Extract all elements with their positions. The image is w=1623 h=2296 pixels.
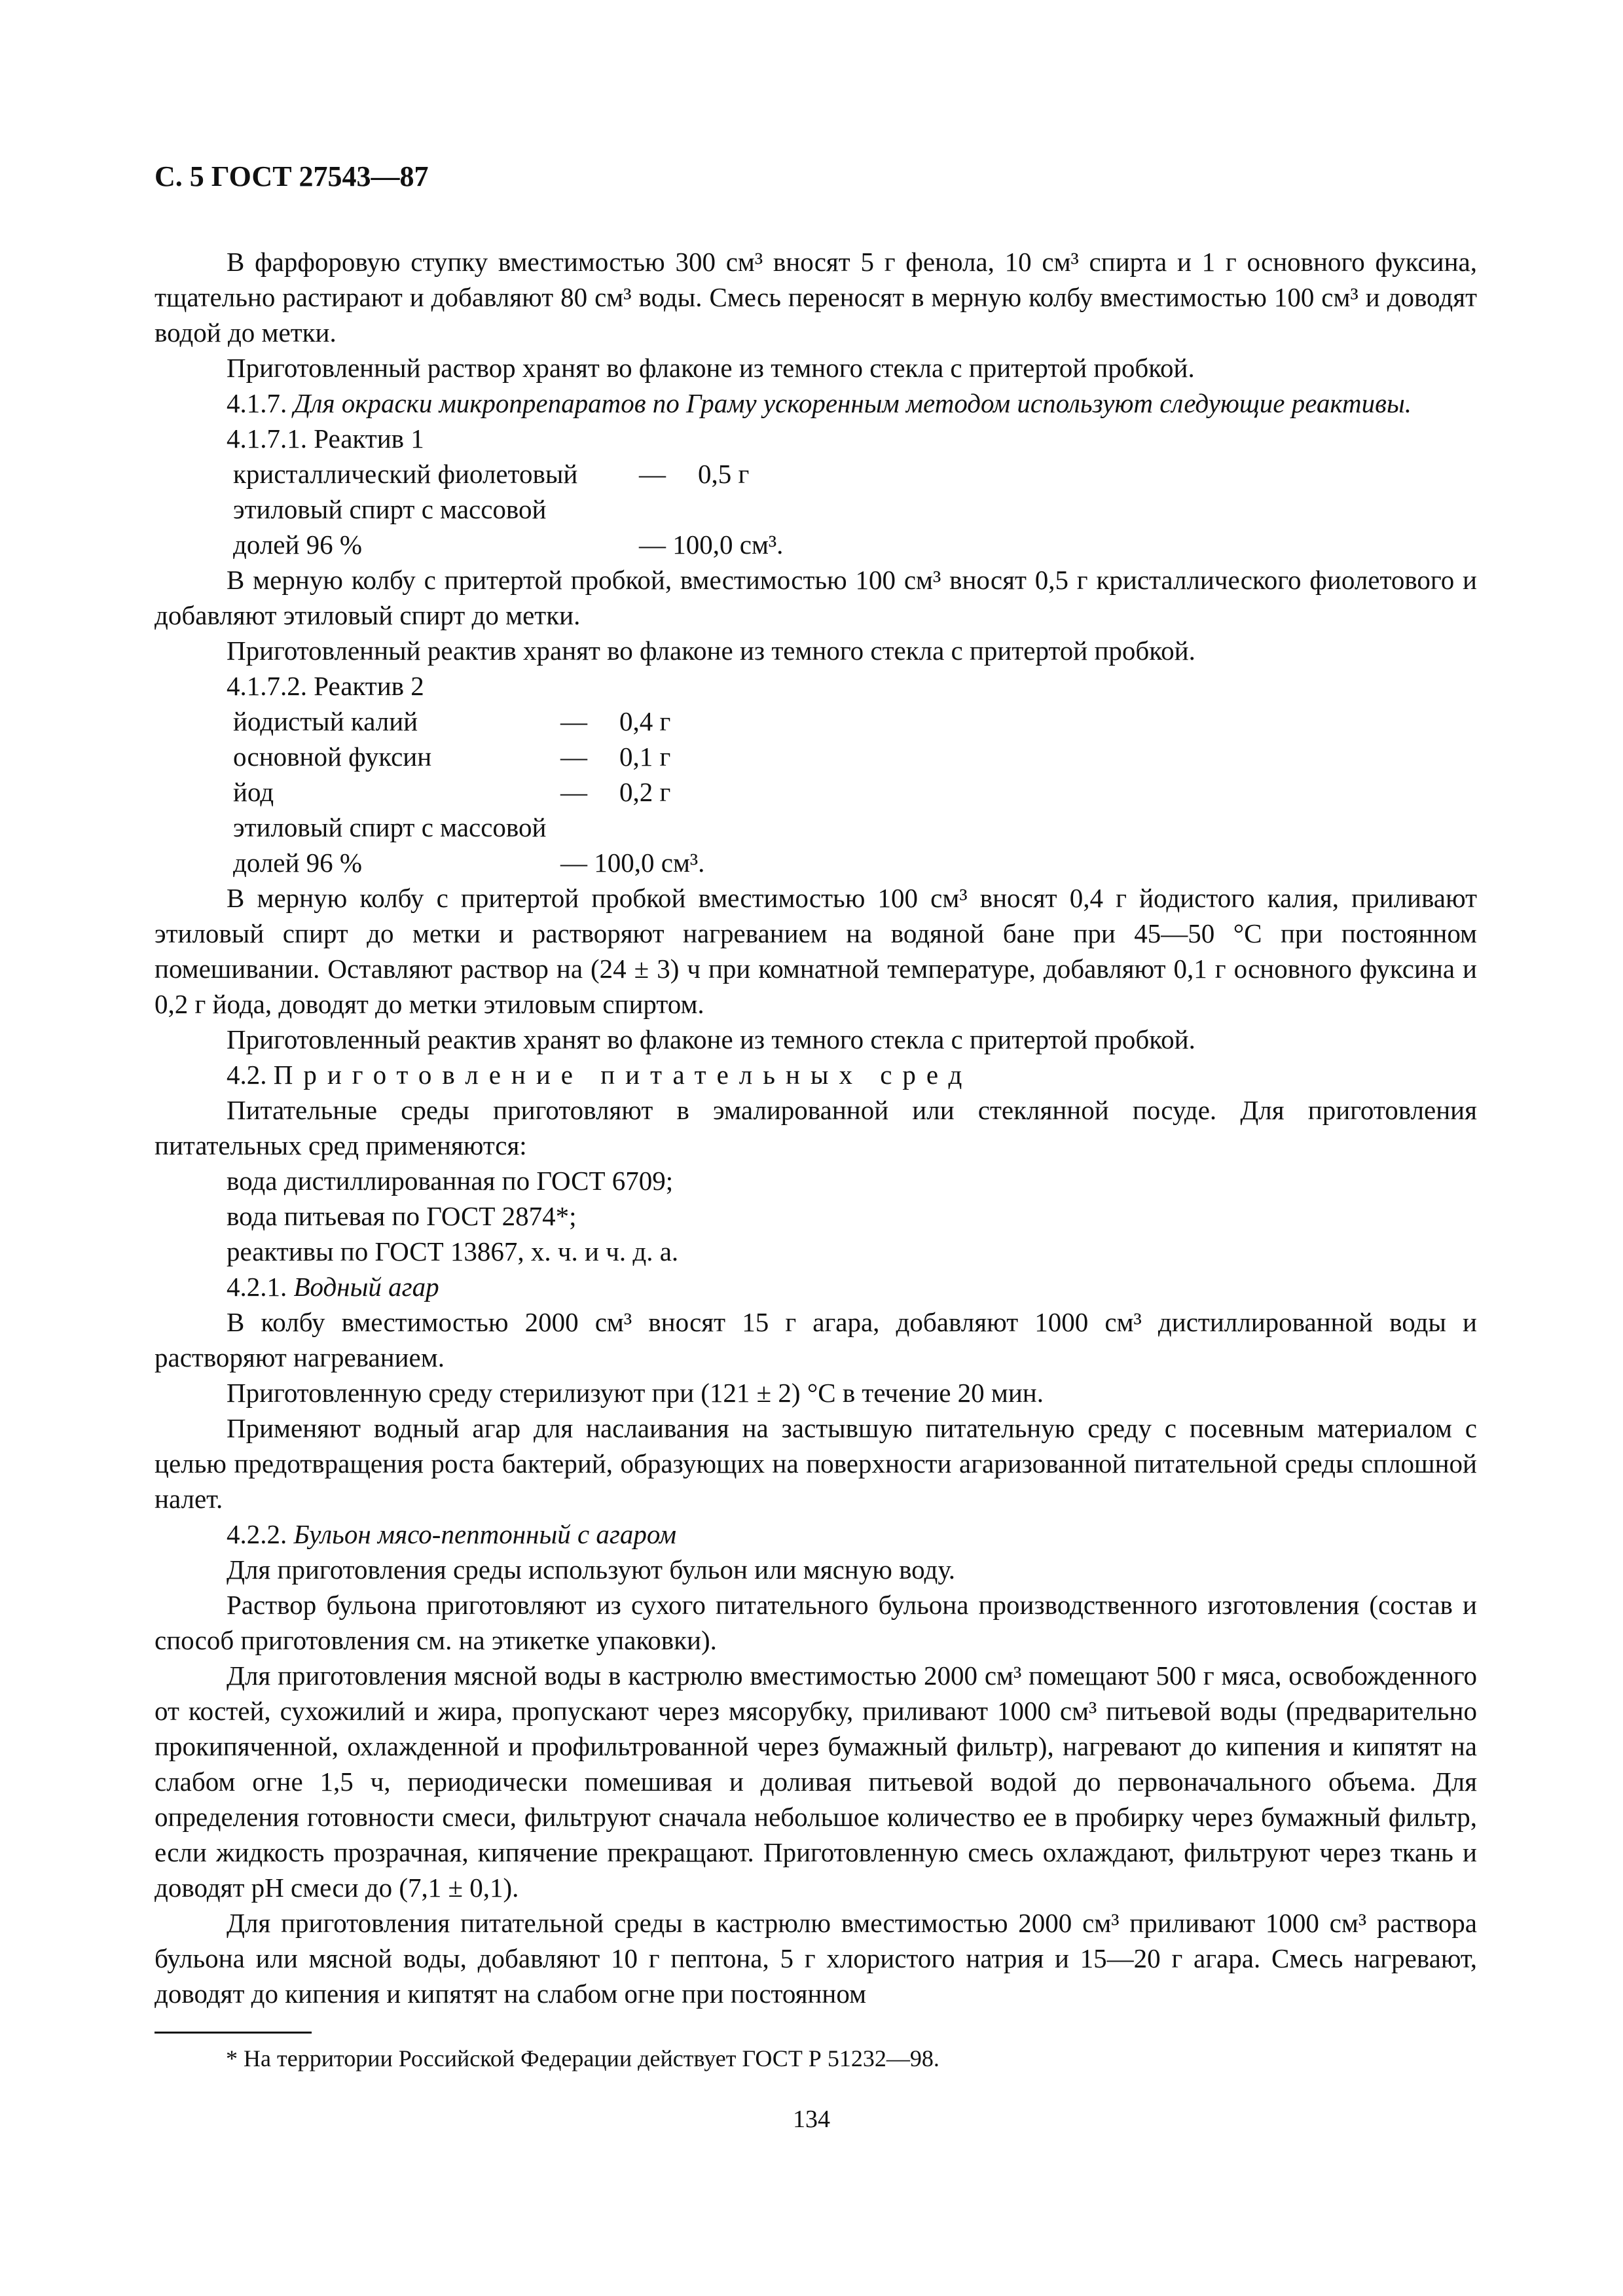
paragraph: В мерную колбу с притертой пробкой вместимостью 100 см³ вносят 0,4 г йодистого калия, приливают этиловый спирт до метки и растворяют нагреванием на водяной бане при 45—50 °С при постоянном помешивании. Оставляют раствор на (24 ± 3) ч при комнатной температуре, добавляют 0,1 г основного фуксина и 0,2 г йода, доводят до метки этиловым спиртом. bbox=[155, 883, 1477, 1019]
reagent-value: 0,1 г bbox=[619, 742, 671, 772]
list-item: вода питьевая по ГОСТ 2874*; bbox=[227, 1201, 577, 1231]
reagent-name: кристаллический фиолетовый bbox=[233, 459, 578, 489]
reagent-value: 0,2 г bbox=[619, 777, 671, 807]
reagent-name: долей 96 % bbox=[233, 848, 363, 878]
reagent-value: — 100,0 см³. bbox=[560, 848, 705, 878]
reagent-name: основной фуксин bbox=[233, 742, 432, 772]
paragraph: Раствор бульона приготовляют из сухого питательного бульона производственного изготовления (состав и способ приготовления см. на этикетке упаковки). bbox=[155, 1590, 1477, 1655]
footnote-divider bbox=[155, 2032, 312, 2034]
reagent-dash: — bbox=[560, 777, 587, 807]
reagent-row bbox=[155, 456, 1477, 492]
paragraph: Приготовленный реактив хранят во флаконе из темного стекла с притертой пробкой. bbox=[227, 636, 1195, 666]
reagent-dash: — bbox=[560, 742, 587, 772]
reagent-name: этиловый спирт с массовой bbox=[233, 812, 547, 842]
paragraph: Питательные среды приготовляют в эмалированной или стеклянной посуде. Для приготовления питательных сред применяются: bbox=[155, 1095, 1477, 1160]
reagent-2-title: 4.1.7.2. Реактив 2 bbox=[227, 671, 424, 701]
reagent-dash: — bbox=[639, 459, 666, 489]
document-page bbox=[155, 160, 1477, 2011]
paragraph: В колбу вместимостью 2000 см³ вносят 15 г агара, добавляют 1000 см³ дистиллированной воды и растворяют нагреванием. bbox=[155, 1307, 1477, 1372]
section-number: 4.2.2. bbox=[227, 1519, 287, 1549]
reagent-name: долей 96 % bbox=[233, 529, 363, 560]
reagent-name: этиловый спирт с массовой bbox=[233, 494, 547, 524]
section-4-1-7 bbox=[155, 386, 1477, 421]
reagent-row bbox=[155, 774, 1477, 810]
section-number: 4.2.1. bbox=[227, 1272, 287, 1302]
reagent-value: 0,5 г bbox=[698, 459, 750, 489]
paragraph: Для приготовления питательной среды в кастрюлю вместимостью 2000 см³ приливают 1000 см³ раствора бульона или мясной воды, добавляют 10 г пептона, 5 г хлористого натрия и 15—20 г агара. Смесь нагревают, доводят до кипения и кипятят на слабом огне при постоянном bbox=[155, 1908, 1477, 2009]
paragraph: Приготовленный реактив хранят во флаконе из темного стекла с притертой пробкой. bbox=[227, 1024, 1195, 1054]
section-number: 4.2. bbox=[227, 1060, 267, 1090]
reagent-2-table bbox=[155, 704, 1477, 880]
page-number: 134 bbox=[793, 2106, 830, 2133]
reagent-row bbox=[155, 739, 1477, 774]
reagent-row bbox=[155, 845, 1477, 880]
paragraph: Применяют водный агар для наслаивания на застывшую питательную среду с посевным материалом с целью предотвращения роста бактерий, образующих на поверхности агаризованной питательной среды сплошной налет. bbox=[155, 1413, 1477, 1514]
paragraph: Приготовленную среду стерилизуют при (121 ± 2) °С в течение 20 мин. bbox=[227, 1378, 1044, 1408]
section-title: Для окраски микропрепаратов по Граму ускоренным методом используют следующие реактивы. bbox=[293, 388, 1412, 418]
section-4-2 bbox=[155, 1057, 1477, 1092]
reagent-value: 0,4 г bbox=[619, 706, 671, 736]
section-4-2-1 bbox=[155, 1269, 1477, 1304]
reagent-row bbox=[155, 527, 1477, 562]
section-4-2-2 bbox=[155, 1516, 1477, 1552]
section-number: 4.1.7. bbox=[227, 388, 287, 418]
paragraph: В мерную колбу с притертой пробкой, вместимостью 100 см³ вносят 0,5 г кристаллического фиолетового и добавляют этиловый спирт до метки. bbox=[155, 565, 1477, 630]
reagent-1-title: 4.1.7.1. Реактив 1 bbox=[227, 423, 424, 454]
reagent-row bbox=[155, 704, 1477, 739]
list-item: реактивы по ГОСТ 13867, х. ч. и ч. д. а. bbox=[227, 1236, 679, 1266]
reagent-name: йод bbox=[233, 777, 274, 807]
page-header: С. 5 ГОСТ 27543—87 bbox=[155, 160, 429, 192]
reagent-row bbox=[155, 810, 1477, 845]
footnote: * На территории Российской Федерации действует ГОСТ Р 51232—98. bbox=[226, 2045, 939, 2072]
paragraph: В фарфоровую ступку вместимостью 300 см³ вносят 5 г фенола, 10 см³ спирта и 1 г основного фуксина, тщательно растирают и добавляют 80 см³ воды. Смесь переносят в мерную колбу вместимостью 100 см³ и доводят водой до метки. bbox=[155, 247, 1477, 348]
reagent-name: йодистый калий bbox=[233, 706, 418, 736]
paragraph: Приготовленный раствор хранят во флаконе из темного стекла с притертой пробкой. bbox=[227, 353, 1195, 383]
section-title: Приготовление питательных сред bbox=[273, 1060, 973, 1090]
list-item: вода дистиллированная по ГОСТ 6709; bbox=[227, 1166, 674, 1196]
reagent-value: — 100,0 см³. bbox=[639, 529, 784, 560]
section-title: Водный агар bbox=[293, 1272, 439, 1302]
reagent-dash: — bbox=[560, 706, 587, 736]
reagent-1-table bbox=[155, 456, 1477, 562]
section-title: Бульон мясо-пептонный с агаром bbox=[293, 1519, 677, 1549]
reagent-row bbox=[155, 492, 1477, 527]
paragraph: Для приготовления мясной воды в кастрюлю вместимостью 2000 см³ помещают 500 г мяса, освобожденного от костей, сухожилий и жира, пропускают через мясорубку, приливают 1000 см³ питьевой воды (предварительно прокипяченной, охлажденной и профильтрованной через бумажный фильтр), нагревают до кипения и кипятят на слабом огне 1,5 ч, периодически помешивая и доливая питьевой водой до первоначального объема. Для определения готовности смеси, фильтруют сначала небольшое количество ее в пробирку через бумажный фильтр, если жидкость прозрачная, кипячение прекращают. Приготовленную смесь охлаждают, фильтруют через ткань и доводят рН смеси до (7,1 ± 0,1). bbox=[155, 1660, 1477, 1903]
paragraph: Для приготовления среды используют бульон или мясную воду. bbox=[227, 1554, 955, 1585]
